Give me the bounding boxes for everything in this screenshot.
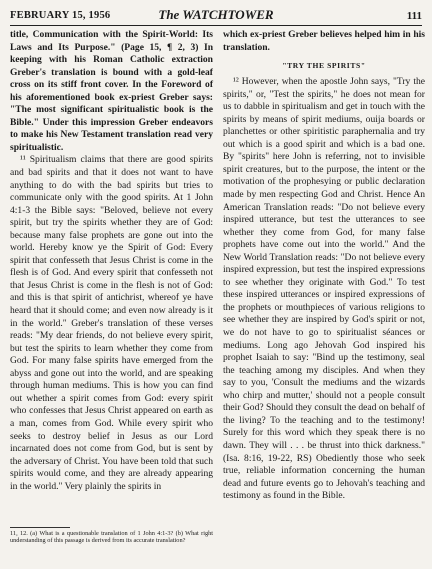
right-paragraph-12: ¹² However, when the apostle John says, "Try the spirits," or, "Test the spirits," he does not mean for us to dabble in spiritualism and get in touch with the spirits by means of spirit mediums, ouija boards or planchettes or other spiritistic paraphernalia and try out which is a good spirit and which is a bad one. By "spirits" here John is referring, not to invisible spirit creatures, but to the purpose, the intent or the motivation of the prophesying or public declaration made by men respecting God and Christ. Hence An American Translation reads: "Do not believe every inspired utterance, but test the utterances to see whether they come from God, for many false prophets have come out into the world." And the New World Translation reads: "Do not believe every inspired expression, but test the inspired expressions to see whether they originate with God." To test these inspired utterances or inspired expressions of the prophets or mouthpieces of various religions to see whether they are inspired by God's spirit or not, we do not have to go to spiritualist séances or mediums. Long ago Jehovah God inspired his prophet Isaiah to say: "Bind up the testimony, seal the teaching among my disciples. And when they say to you, 'Consult the mediums and the wizards who chirp and mutter,' should not a people consult their God? Should they consult the dead on behalf of the living? To the teaching and to the testimony! Surely for this word which they speak there is no dawn. They will . . . be thrust into thick darkness." (Isa. 8:16, 19-22, RS) Obediently those who seek true, reliable information concerning the human dead and future events go to Jehovah's teaching and testimony as found in the Bible. — [223, 76, 425, 502]
section-subheading: "TRY THE SPIRITS" — [282, 61, 366, 71]
study-questions-footnote: 11, 12. (a) What is a questionable translation of 1 John 4:1-3? (b) What right understanding of this passage is derived from its accurate translation? — [10, 530, 213, 545]
magazine-title: The WATCHTOWER — [158, 7, 274, 22]
page-number: 111 — [406, 10, 422, 22]
page-header — [10, 6, 422, 26]
header-rule — [10, 25, 422, 26]
left-paragraph-11: ¹¹ Spiritualism claims that there are good spirits and bad spirits and that it does not want to have anything to do with the bad spirits but tries to communicate only with the good spirits. At 1 John 4:1-3 the Bible says: "Beloved, believe not every spirit, but try the spirits whether they are of God: because many false prophets are gone out into the world. Hereby know ye the Spirit of God: Every spirit that confesseth that Jesus Christ is come in the flesh is of God. And every spirit that confesseth not that Jesus Christ is come in the flesh is not of God: and this is that spirit of antichrist, whereof ye have heard that it should come; and even now already is it in the world." Greber's translation of these verses reads: "My dear friends, do not believe every spirit, but test the spirits to learn whether they come from God. For many false spirits have emerged from the abyss and gone out into the world, and are speaking through human mediums. This is how you can find out whether a spirit comes from God: every spirit who confesses that Jesus Christ appeared on earth as a man, comes from God. While every spirit who seeks to destroy belief in Jesus as our Lord incarnated does not come from God, but is sent by the adversary of Christ. You have been told that such spirits would come, and they are already appearing in the world." Very plainly the spirits in — [10, 154, 213, 492]
left-column — [10, 29, 213, 493]
right-column — [223, 29, 425, 503]
left-paragraph-continuation: title, Communication with the Spirit-World: Its Laws and Its Purpose." (Page 15, ¶ 2, 3) In keeping with his Roman Catholic extraction Greber's translation is bound with a gold-leaf cross on its stiff front cover. In the Foreword of his aforementioned book ex-priest Greber says: "The most significant spiritualistic book is the Bible." Under this impression Greber endeavors to make his New Testament translation read very spiritualistic. — [10, 29, 213, 153]
right-paragraph-continuation: which ex-priest Greber believes helped him in his translation. — [223, 29, 425, 53]
issue-date: FEBRUARY 15, 1956 — [10, 10, 111, 21]
footnote-rule — [10, 527, 70, 528]
